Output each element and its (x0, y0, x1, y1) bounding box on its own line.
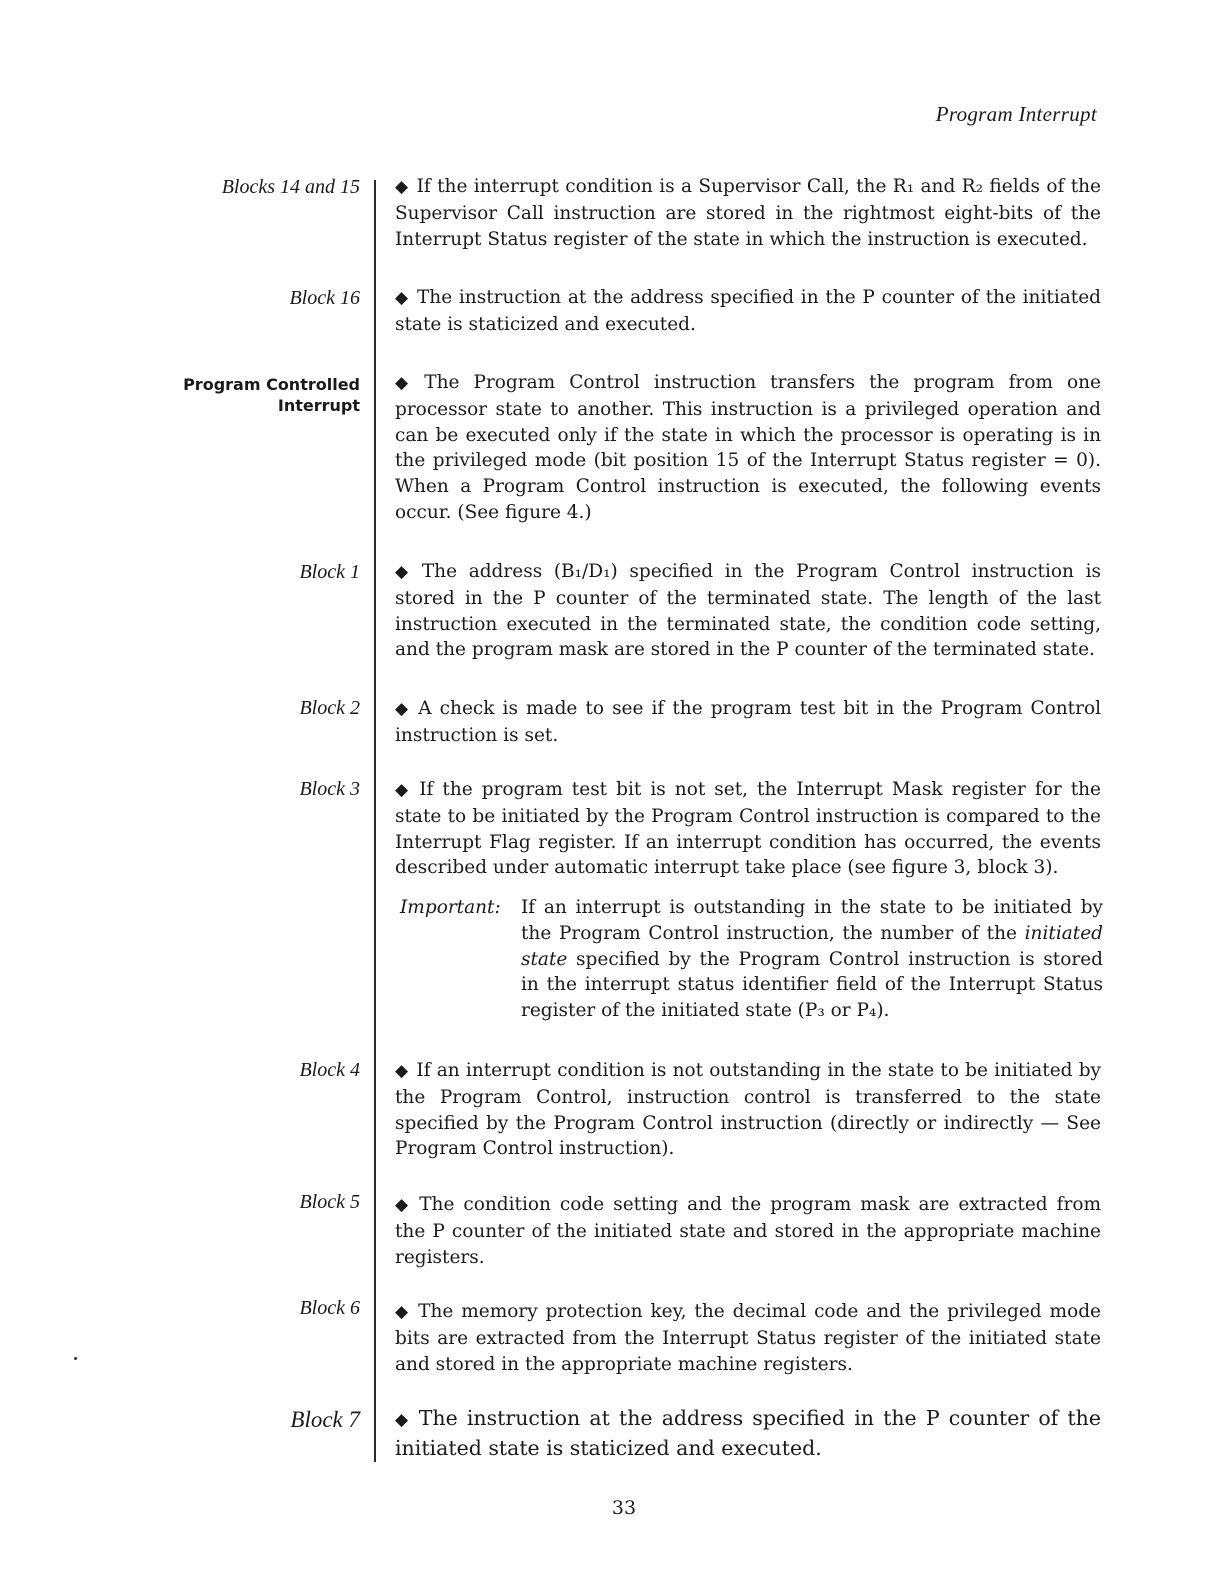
section-label: Block 7 (290, 1407, 360, 1432)
diamond-bullet-icon: ◆ (395, 1195, 412, 1215)
diamond-bullet-icon: ◆ (395, 699, 411, 719)
diamond-bullet-icon: ◆ (395, 1302, 411, 1322)
section-paragraph (395, 1192, 1101, 1270)
section-label: Block 16 (289, 287, 360, 309)
paragraph-text: The Program Control instruction transfers the program from one processor state to another. This instruction is a privileged operation and can be executed only if the state in which the processor is operating is in the privileged mode (bit position 15 of the Interrupt Status register = 0). When a Program Control instruction is executed, the following events occur. (See figure 4.) (395, 372, 1101, 523)
section-label: Block 1 (299, 561, 360, 583)
section-paragraph (395, 285, 1101, 338)
scan-speck (74, 1357, 77, 1360)
paragraph-text: If the interrupt condition is a Supervisor Call, the R₁ and R₂ fields of the Supervisor Call instruction are stored in the rightmost eight-bits of the Interrupt Status register of the state in which the instruction is executed. (395, 176, 1101, 250)
paragraph-text: The memory protection key, the decimal code and the privileged mode bits are extracted from the Interrupt Status register of the initiated state and stored in the appropriate machine registers. (395, 1301, 1101, 1375)
note-label: Important: (400, 897, 501, 918)
paragraph-text: The condition code setting and the program mask are extracted from the P counter of the initiated state and stored in the appropriate machine registers. (395, 1194, 1101, 1268)
paragraph-text: If the program test bit is not set, the Interrupt Mask register for the state to be initiated by the Program Control instruction is compared to the Interrupt Flag register. If an interrupt condition has occurred, the events described under automatic interrupt take place (see figure 3, block 3). (395, 779, 1101, 879)
section-paragraph (395, 1058, 1101, 1162)
section-label: Block 4 (299, 1059, 360, 1081)
running-head: Program Interrupt (935, 102, 1097, 126)
section-label: Block 3 (299, 778, 360, 800)
diamond-bullet-icon: ◆ (395, 177, 409, 197)
diamond-bullet-icon: ◆ (395, 1410, 411, 1430)
section-paragraph (395, 370, 1101, 526)
paragraph-text: A check is made to see if the program test bit in the Program Control instruction is set. (395, 698, 1101, 746)
section-label: Block 6 (299, 1297, 360, 1319)
diamond-bullet-icon: ◆ (395, 288, 409, 308)
section-paragraph (395, 559, 1101, 663)
paragraph-text: The address (B₁/D₁) specified in the Program Control instruction is stored in the P counter of the terminated state. The length of the last instruction executed in the terminated state, the condition code setting, and the program mask are stored in the P counter of the terminated state. (395, 561, 1101, 661)
diamond-bullet-icon: ◆ (395, 562, 414, 582)
important-note (400, 895, 1103, 1024)
section-heading (183, 374, 360, 416)
section-label: Blocks 14 and 15 (221, 176, 360, 198)
page-number: 33 (611, 1497, 637, 1519)
paragraph-text: The instruction at the address specified in the P counter of the initiated state is staticized and executed. (395, 1406, 1101, 1460)
section-paragraph (395, 1299, 1101, 1377)
section-paragraph (395, 174, 1101, 252)
section-paragraph (395, 777, 1101, 881)
paragraph-text: If an interrupt condition is not outstanding in the state to be initiated by the Program Control, instruction control is transferred to the state specified by the Program Control instruction (directly or indirectly — See Program Control instruction). (395, 1060, 1101, 1160)
note-emphasis: initiated state (521, 922, 1103, 970)
diamond-bullet-icon: ◆ (395, 373, 417, 393)
section-label: Block 5 (299, 1191, 360, 1213)
note-text: If an interrupt is outstanding in the state to be initiated by the Program Control instruction, the number of the initiated state specified by the Program Control instruction is stored in the interrupt status identifier field of the Interrupt Status register of the initiated state (P₃ or P₄). (521, 897, 1103, 1022)
section-paragraph (395, 1405, 1101, 1462)
section-heading-line2: Interrupt (277, 396, 360, 415)
section-heading-line1: Program Controlled (183, 375, 360, 394)
section-label: Block 2 (299, 697, 360, 719)
diamond-bullet-icon: ◆ (395, 780, 412, 800)
diamond-bullet-icon: ◆ (395, 1061, 409, 1081)
margin-rule (374, 180, 376, 1462)
paragraph-text: The instruction at the address specified in the P counter of the initiated state is staticized and executed. (395, 287, 1101, 335)
section-paragraph (395, 696, 1101, 749)
